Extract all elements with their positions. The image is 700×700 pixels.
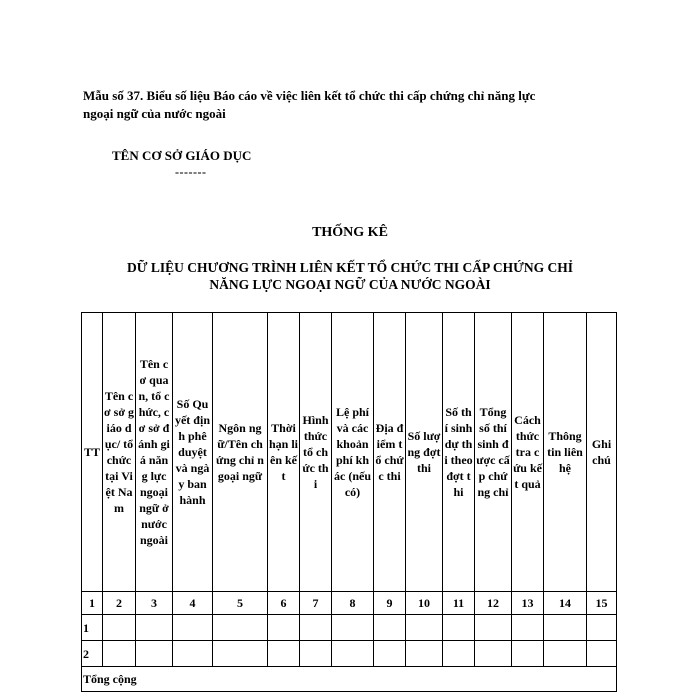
header-cell (374, 313, 406, 592)
table-cell[interactable] (544, 641, 587, 667)
organization-divider: ------- (175, 165, 207, 179)
organization-name: TÊN CƠ SỞ GIÁO DỤC (112, 148, 252, 163)
table-cell[interactable] (443, 615, 475, 641)
table-cell[interactable] (300, 641, 332, 667)
report-subtitle-line-2: NĂNG LỰC NGOẠI NGỮ CỦA NƯỚC NGOÀI (209, 277, 491, 292)
header-contact-info: Thông tin liên hệ (547, 429, 583, 475)
total-label: Tổng cộng (82, 667, 617, 692)
table-row (82, 641, 617, 667)
table-cell[interactable] (103, 615, 136, 641)
header-cell (136, 313, 173, 592)
header-cell (406, 313, 443, 592)
header-cell (544, 313, 587, 592)
header-tt: TT (83, 445, 100, 459)
table-cell[interactable] (374, 615, 406, 641)
header-cell (213, 313, 268, 592)
table-cell[interactable] (173, 615, 213, 641)
column-number: 2 (103, 592, 136, 615)
statistics-table (81, 312, 617, 692)
report-subtitle-line-1: DỮ LIỆU CHƯƠNG TRÌNH LIÊN KẾT TỔ CHỨC THI CẤP CHỨNG CHỈ (127, 260, 573, 275)
table-cell[interactable] (475, 641, 512, 667)
header-language-certificate: Ngôn ngữ/Tên chứng chỉ ngoại ngữ (216, 421, 264, 483)
column-number: 3 (136, 592, 173, 615)
header-cell (475, 313, 512, 592)
table-cell[interactable] (587, 615, 617, 641)
column-number: 4 (173, 592, 213, 615)
header-certified-candidates: Tổng số thí sinh được cấp chứng chỉ (476, 405, 510, 499)
column-number: 5 (213, 592, 268, 615)
header-cell (443, 313, 475, 592)
header-result-lookup: Cách thức tra cứu kết quả (513, 413, 542, 491)
header-fees: Lệ phí và các khoản phí khác (nếu có) (334, 405, 371, 499)
form-title-line-2: ngoại ngữ của nước ngoài (83, 106, 226, 121)
column-number: 11 (443, 592, 475, 615)
header-cell (332, 313, 374, 592)
total-row (82, 667, 617, 692)
header-cell (103, 313, 136, 592)
form-title-line-1: Mẫu số 37. Biểu số liệu Báo cáo về việc liên kết tổ chức thi cấp chứng chỉ năng lực (83, 88, 536, 103)
header-cooperation-term: Thời hạn liên kết (269, 421, 299, 483)
table-cell[interactable] (374, 641, 406, 667)
header-exam-format: Hình thức tổ chức thi (302, 413, 329, 491)
header-cell (512, 313, 544, 592)
column-number: 8 (332, 592, 374, 615)
column-number: 1 (82, 592, 103, 615)
header-cell (82, 313, 103, 592)
report-heading: THỐNG KÊ (312, 225, 388, 240)
table-cell[interactable] (136, 641, 173, 667)
column-number: 13 (512, 592, 544, 615)
header-cell (587, 313, 617, 592)
table-cell[interactable] (136, 615, 173, 641)
table-cell[interactable] (300, 615, 332, 641)
row-index: 1 (82, 615, 103, 641)
header-exam-sessions: Số lượng đợt thi (407, 429, 441, 475)
table-cell[interactable] (443, 641, 475, 667)
column-number: 10 (406, 592, 443, 615)
header-cell (268, 313, 300, 592)
column-number: 7 (300, 592, 332, 615)
column-number: 12 (475, 592, 512, 615)
header-cell (173, 313, 213, 592)
table-cell[interactable] (406, 641, 443, 667)
table-cell[interactable] (544, 615, 587, 641)
table-cell[interactable] (475, 615, 512, 641)
table-row (82, 615, 617, 641)
table-cell[interactable] (268, 615, 300, 641)
header-cell (300, 313, 332, 592)
column-number: 6 (268, 592, 300, 615)
header-foreign-assessment-body: Tên cơ quan, tổ chức, cơ sở đánh giá năng lực ngoại ngữ ở nước ngoài (138, 357, 170, 547)
table-cell[interactable] (406, 615, 443, 641)
table-cell[interactable] (332, 641, 374, 667)
table-cell[interactable] (332, 615, 374, 641)
table-header-row (82, 313, 617, 592)
table-cell[interactable] (103, 641, 136, 667)
table-cell[interactable] (213, 615, 268, 641)
table-cell[interactable] (173, 641, 213, 667)
column-number: 14 (544, 592, 587, 615)
table-cell[interactable] (512, 615, 544, 641)
header-notes: Ghi chú (591, 437, 612, 467)
table-cell[interactable] (213, 641, 268, 667)
header-exam-location: Địa điểm tổ chức thi (375, 421, 404, 483)
table-cell[interactable] (587, 641, 617, 667)
table-cell[interactable] (512, 641, 544, 667)
table-cell[interactable] (268, 641, 300, 667)
header-education-institution: Tên cơ sở giáo dục/ tổ chức tại Việt Nam (104, 389, 134, 515)
column-number: 9 (374, 592, 406, 615)
row-index: 2 (82, 641, 103, 667)
column-number-row (82, 592, 617, 615)
header-candidates-per-session: Số thí sinh dự thi theo đợt thi (444, 405, 473, 499)
header-approval-decision: Số Quyết định phê duyệt và ngày ban hành (174, 397, 210, 507)
column-number: 15 (587, 592, 617, 615)
